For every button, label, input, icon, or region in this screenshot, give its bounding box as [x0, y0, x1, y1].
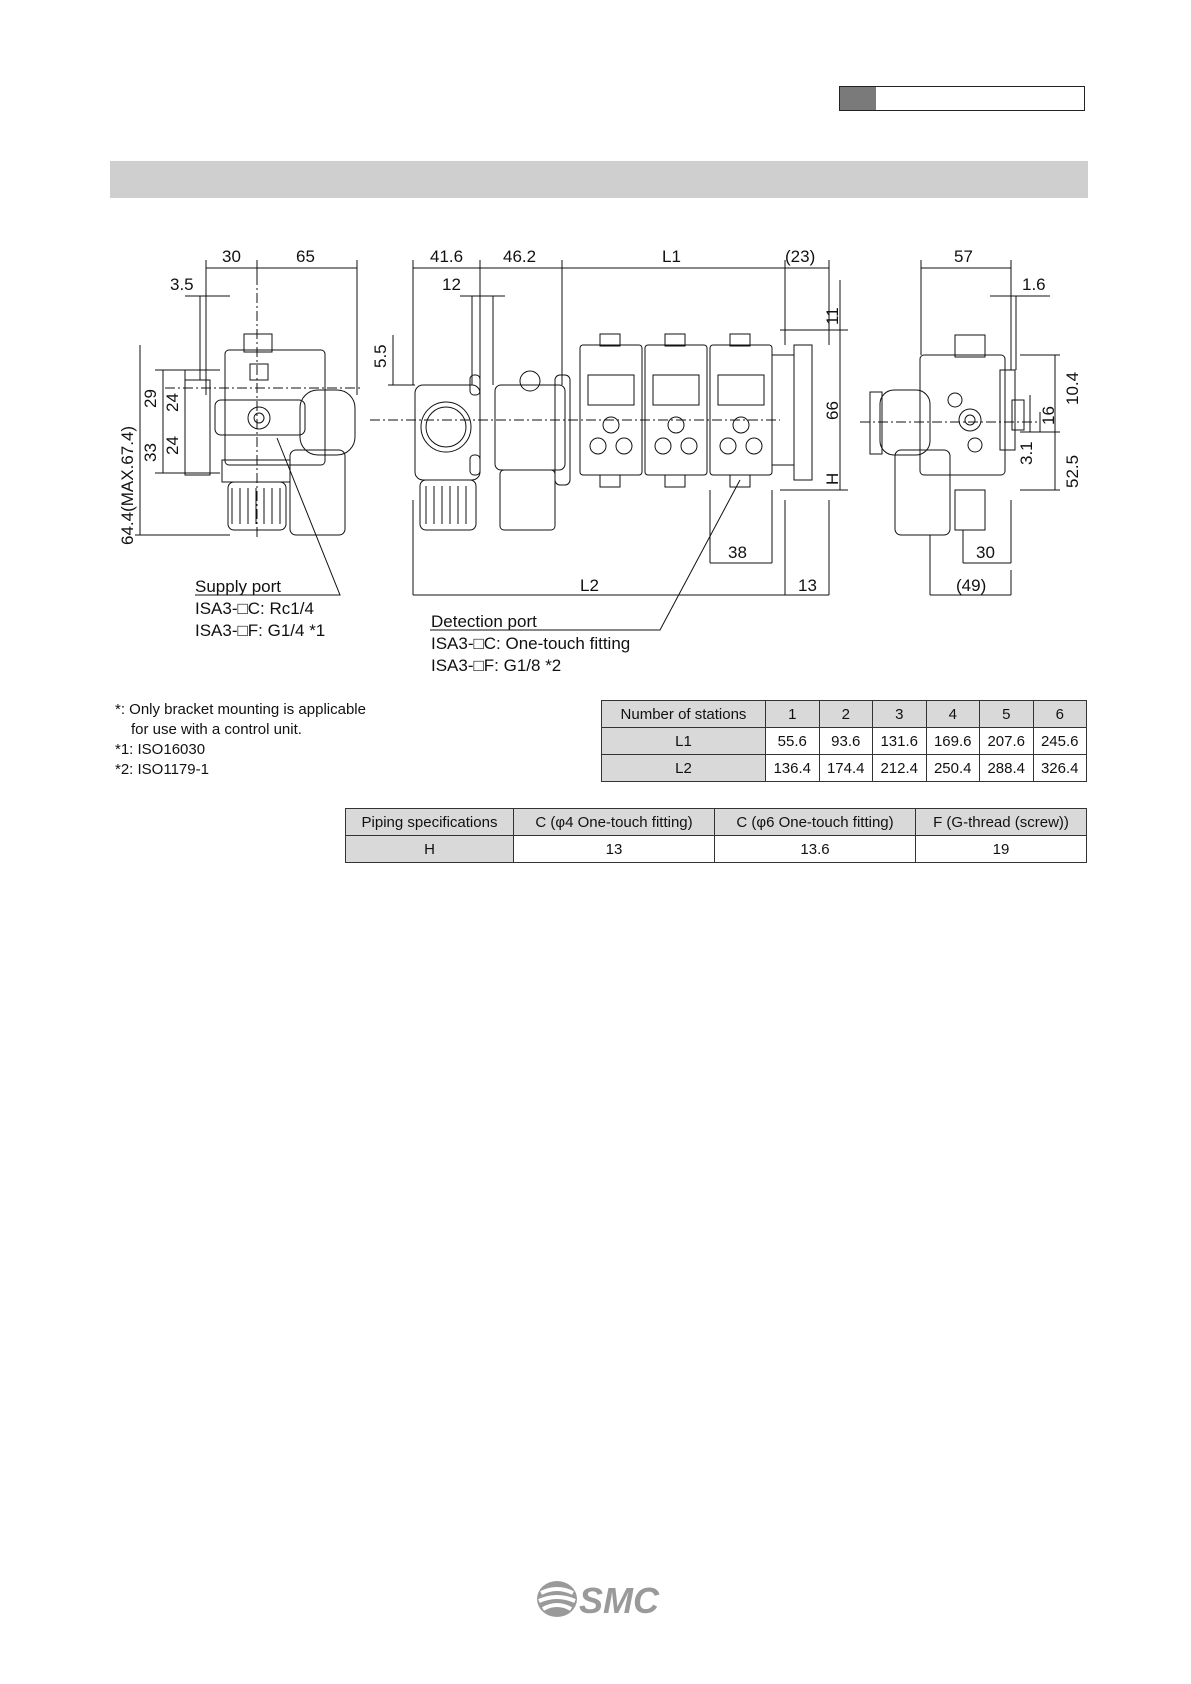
dim-46-2: 46.2 — [503, 247, 537, 266]
table-cell: 207.6 — [980, 728, 1034, 755]
table-cell: C (φ4 One-touch fitting) — [514, 809, 715, 836]
table-cell: 13.6 — [715, 836, 916, 863]
note-1: *1: ISO16030 — [115, 741, 206, 758]
table-cell: 212.4 — [873, 755, 927, 782]
table-cell: 169.6 — [926, 728, 980, 755]
dim-30b: 30 — [976, 543, 995, 562]
supply-port-title: Supply port — [195, 577, 281, 596]
note-asterisk-cont: for use with a control unit. — [131, 721, 302, 738]
dim-30: 30 — [222, 247, 241, 266]
detection-port-title: Detection port — [431, 612, 537, 631]
table-cell: 19 — [916, 836, 1087, 863]
dim-24b: 24 — [163, 436, 182, 455]
table-cell: 136.4 — [766, 755, 820, 782]
table-cell: 93.6 — [819, 728, 873, 755]
dim-3-5: 3.5 — [170, 275, 194, 294]
table-cell: 5 — [980, 701, 1034, 728]
dim-23: (23) — [785, 247, 816, 266]
detection-port-line2: ISA3-□F: G1/8 *2 — [431, 656, 562, 675]
table-row — [346, 836, 1087, 863]
detection-port-line1: ISA3-□C: One-touch fitting — [431, 634, 631, 653]
stations-table — [601, 700, 1087, 782]
smc-logo-text: SMC — [579, 1580, 659, 1621]
table-cell: L2 — [602, 755, 766, 782]
table-row — [346, 809, 1087, 836]
table-cell: 245.6 — [1033, 728, 1087, 755]
table-cell: C (φ6 One-touch fitting) — [715, 809, 916, 836]
table-cell: 4 — [926, 701, 980, 728]
table-cell: 326.4 — [1033, 755, 1087, 782]
table-cell: Number of stations — [602, 701, 766, 728]
table-cell: 13 — [514, 836, 715, 863]
table-cell: 3 — [873, 701, 927, 728]
dim-52-5: 52.5 — [1063, 454, 1082, 488]
dim-66: 66 — [823, 401, 842, 420]
dim-12: 12 — [442, 275, 461, 294]
table-row — [602, 701, 1087, 728]
dim-H: H — [823, 472, 842, 485]
table-cell: 1 — [766, 701, 820, 728]
smc-logo-icon — [537, 1581, 577, 1617]
table-cell: 55.6 — [766, 728, 820, 755]
table-cell: L1 — [602, 728, 766, 755]
dim-10-4: 10.4 — [1063, 371, 1082, 405]
table-row — [602, 755, 1087, 782]
dim-33: 33 — [141, 443, 160, 462]
table-cell: 131.6 — [873, 728, 927, 755]
table-cell: 6 — [1033, 701, 1087, 728]
table-cell: 2 — [819, 701, 873, 728]
dim-38: 38 — [728, 543, 747, 562]
dim-64-4: 64.4(MAX.67.4) — [118, 425, 137, 545]
dim-3-1: 3.1 — [1017, 441, 1036, 465]
supply-port-line2: ISA3-□F: G1/4 *1 — [195, 621, 326, 640]
dim-41-6: 41.6 — [430, 247, 464, 266]
table-row — [602, 728, 1087, 755]
dim-L2: L2 — [580, 576, 599, 595]
piping-table — [345, 808, 1087, 863]
dim-1-6: 1.6 — [1022, 275, 1046, 294]
dim-11: 11 — [823, 307, 842, 325]
supply-port-line1: ISA3-□C: Rc1/4 — [195, 599, 314, 618]
dim-L1: L1 — [662, 247, 681, 266]
dim-24a: 24 — [163, 393, 182, 412]
dim-16: 16 — [1039, 406, 1058, 425]
table-cell: Piping specifications — [346, 809, 514, 836]
dim-49: (49) — [956, 576, 987, 595]
table-cell: F (G-thread (screw)) — [916, 809, 1087, 836]
dim-5-5: 5.5 — [371, 344, 390, 368]
dim-29: 29 — [141, 389, 160, 408]
smc-logo — [535, 1577, 665, 1621]
table-cell: H — [346, 836, 514, 863]
table-cell: 174.4 — [819, 755, 873, 782]
table-cell: 250.4 — [926, 755, 980, 782]
note-asterisk: *: Only bracket mounting is applicable — [115, 701, 366, 718]
dim-57: 57 — [954, 247, 973, 266]
dim-65: 65 — [296, 247, 315, 266]
note-2: *2: ISO1179-1 — [115, 761, 209, 778]
dim-13: 13 — [798, 576, 817, 595]
table-cell: 288.4 — [980, 755, 1034, 782]
